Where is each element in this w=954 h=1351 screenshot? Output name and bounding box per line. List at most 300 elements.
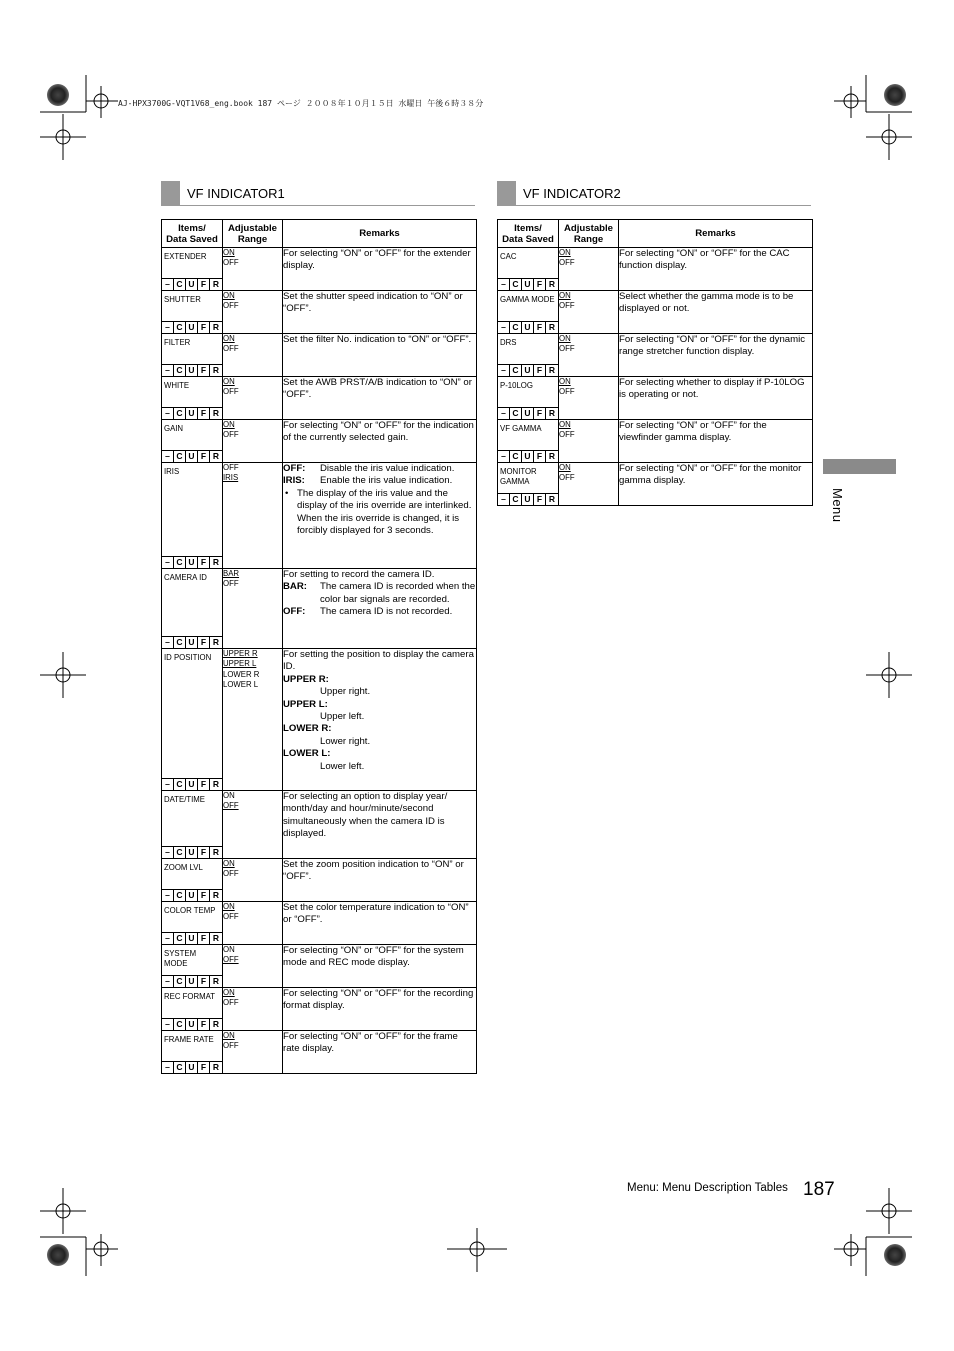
range-cell: [223, 248, 283, 291]
print-header: AJ-HPX3700G-VQT1V68_eng.book 187 ページ ２００８年１０月１５日 水曜日 午後６時３８分: [118, 99, 484, 108]
data-saved-flag: R: [212, 890, 220, 900]
section-title-text: VF INDICATOR2: [523, 185, 621, 201]
data-saved-flags: [162, 1018, 222, 1030]
item-name: GAMMA MODE: [500, 295, 555, 304]
item-cell: [162, 988, 223, 1031]
remarks-text: For selecting an option to display year/ month/day and hour/minute/second simultaneously when the camera ID is displayed.: [283, 791, 448, 840]
remarks-cell: [283, 420, 477, 463]
data-saved-flag: U: [522, 408, 534, 419]
data-saved-flag: R: [212, 933, 220, 943]
data-saved-flag: U: [186, 408, 198, 419]
data-saved-flag: R: [212, 779, 220, 789]
item-cell: [498, 248, 559, 291]
data-saved-flag: C: [174, 637, 186, 648]
data-saved-flag: R: [212, 322, 220, 332]
data-saved-flags: [162, 636, 222, 648]
remarks-cell: [283, 463, 477, 569]
table-row: [498, 463, 813, 506]
table-row: [498, 334, 813, 377]
definition-value: The camera ID is not recorded.: [320, 606, 453, 618]
definition-value: Lower right.: [320, 735, 371, 747]
remarks-text: For selecting “ON” or “OFF” for the frame rate display.: [283, 1031, 458, 1055]
range-option: LOWER L: [223, 680, 259, 690]
remarks-definition: [283, 699, 476, 724]
item-cell: [162, 334, 223, 377]
item-cell: [162, 420, 223, 463]
data-saved-flag: U: [186, 847, 198, 858]
range-cell: [559, 420, 619, 463]
data-saved-flag: C: [510, 365, 522, 376]
data-saved-flags: [498, 407, 558, 419]
range-option: LOWER R: [223, 669, 260, 679]
page-number: 187: [803, 1179, 835, 1200]
data-saved-flags: [498, 321, 558, 333]
data-saved-flag: –: [162, 1019, 174, 1030]
data-saved-flag: C: [174, 976, 186, 987]
data-saved-flag: F: [198, 847, 210, 858]
range-cell: [223, 334, 283, 377]
column-header-remarks: Remarks: [619, 220, 813, 248]
table-row: [162, 463, 477, 569]
range-option: OFF: [223, 301, 239, 311]
footer-section-label: Menu: Menu Description Tables: [627, 1182, 788, 1194]
data-saved-flags: [162, 778, 222, 790]
item-name: SHUTTER: [164, 295, 201, 304]
remarks-cell: [283, 291, 477, 334]
remarks-cell: [283, 649, 477, 791]
remarks-cell: [619, 420, 813, 463]
data-saved-flag: –: [498, 451, 510, 462]
data-saved-flag: R: [212, 976, 220, 986]
range-cell: [223, 420, 283, 463]
data-saved-flag: C: [510, 322, 522, 333]
section-title-bar: [497, 181, 516, 205]
data-saved-flag: C: [510, 279, 522, 290]
remarks-text: For setting to record the camera ID.: [283, 569, 435, 580]
remarks-cell: [283, 377, 477, 420]
data-saved-flag: C: [174, 933, 186, 944]
range-option: OFF: [223, 579, 239, 589]
remarks-cell: [283, 902, 477, 945]
remarks-text: For selecting “ON” or “OFF” for the recording format display.: [283, 988, 474, 1012]
data-saved-flag: C: [174, 1062, 186, 1073]
remarks-cell: [283, 945, 477, 988]
column-header-items: Items/ Data Saved: [498, 220, 559, 248]
data-saved-flag: U: [186, 322, 198, 333]
range-option: UPPER L: [223, 659, 257, 669]
data-saved-flags: [498, 278, 558, 290]
item-name: GAIN: [164, 424, 184, 433]
data-saved-flag: R: [548, 494, 556, 504]
bullet-dot-icon: •: [285, 487, 289, 499]
range-option: IRIS: [223, 473, 239, 483]
table-row: [162, 1031, 477, 1074]
range-cell: [559, 248, 619, 291]
remarks-text: Set the shutter speed indication to “ON” or “OFF”.: [283, 291, 463, 315]
data-saved-flag: R: [548, 365, 556, 375]
data-saved-flags: [162, 450, 222, 462]
item-cell: [162, 945, 223, 988]
column-header-items: Items/ Data Saved: [162, 220, 223, 248]
data-saved-flag: C: [174, 890, 186, 901]
range-cell: [559, 463, 619, 506]
data-saved-flag: C: [174, 365, 186, 376]
data-saved-flag: U: [522, 279, 534, 290]
data-saved-flag: R: [212, 1019, 220, 1029]
remarks-definition: [283, 606, 476, 618]
range-option: OFF: [223, 869, 239, 879]
data-saved-flags: [162, 975, 222, 987]
data-saved-flag: C: [174, 451, 186, 462]
section-title-bar: [161, 181, 180, 205]
data-saved-flag: F: [198, 1019, 210, 1030]
vf-indicator2-table: [497, 219, 813, 506]
range-option: OFF: [223, 258, 239, 268]
item-cell: [498, 420, 559, 463]
data-saved-flag: F: [198, 779, 210, 790]
range-cell: [223, 791, 283, 859]
item-name: EXTENDER: [164, 252, 207, 261]
item-cell: [162, 291, 223, 334]
data-saved-flag: R: [212, 365, 220, 375]
item-name: ZOOM LVL: [164, 863, 203, 872]
range-cell: [223, 902, 283, 945]
remarks-text: For setting the position to display the camera ID.: [283, 649, 474, 673]
remarks-cell: [283, 248, 477, 291]
data-saved-flags: [162, 846, 222, 858]
data-saved-flag: F: [198, 637, 210, 648]
data-saved-flag: U: [186, 451, 198, 462]
range-option: ON: [223, 291, 235, 300]
remarks-text: For selecting “ON” or “OFF” for the viewfinder gamma display.: [619, 420, 767, 444]
item-name: SYSTEM MODE: [164, 949, 197, 968]
item-name: DRS: [500, 338, 517, 347]
section-title-text: VF INDICATOR1: [187, 185, 285, 201]
data-saved-flag: F: [198, 408, 210, 419]
remarks-text: Set the color temperature indication to “ON” or “OFF”.: [283, 902, 469, 926]
table-row: [162, 569, 477, 649]
table-row: [162, 377, 477, 420]
definition-value: Lower left.: [320, 760, 365, 772]
remarks-text: For selecting “ON” or “OFF” for the system mode and REC mode display.: [283, 945, 464, 969]
data-saved-flag: R: [212, 557, 220, 567]
remarks-bullet: [283, 488, 476, 538]
range-option: OFF: [559, 344, 575, 354]
table-row: [498, 377, 813, 420]
range-cell: [223, 945, 283, 988]
range-option: ON: [223, 334, 235, 343]
data-saved-flag: F: [198, 1062, 210, 1073]
range-option: ON: [559, 463, 571, 472]
definition-key: BAR:: [283, 581, 307, 593]
range-option: UPPER R: [223, 649, 258, 658]
data-saved-flag: U: [186, 890, 198, 901]
data-saved-flags: [162, 556, 222, 568]
data-saved-flag: U: [186, 1062, 198, 1073]
item-name: WHITE: [164, 381, 190, 390]
table-row: [498, 248, 813, 291]
remarks-text: For selecting “ON” or “OFF” for the extender display.: [283, 248, 471, 272]
data-saved-flag: –: [162, 365, 174, 376]
table-row: [162, 945, 477, 988]
item-cell: [162, 377, 223, 420]
table-row: [498, 420, 813, 463]
data-saved-flag: C: [174, 408, 186, 419]
data-saved-flags: [162, 932, 222, 944]
data-saved-flag: F: [534, 365, 546, 376]
table-row: [162, 291, 477, 334]
remarks-definition: [283, 674, 476, 699]
data-saved-flag: R: [212, 637, 220, 647]
remarks-text: Select whether the gamma mode is to be displayed or not.: [619, 291, 794, 315]
data-saved-flags: [162, 364, 222, 376]
definition-key: UPPER L:: [283, 698, 328, 710]
range-option: OFF: [223, 387, 239, 397]
table-row: [162, 988, 477, 1031]
side-tab-bar: [823, 459, 896, 474]
remarks-text: For selecting whether to display if P-10LOG is operating or not.: [619, 377, 805, 401]
vf-indicator1-table: [161, 219, 477, 1074]
data-saved-flag: –: [498, 322, 510, 333]
item-cell: [162, 649, 223, 791]
range-cell: [223, 988, 283, 1031]
data-saved-flag: –: [498, 408, 510, 419]
range-option: ON: [223, 1031, 235, 1040]
definition-key: UPPER R:: [283, 673, 329, 685]
remarks-text: Set the filter No. indication to “ON” or “OFF”.: [283, 334, 472, 345]
item-name: ID POSITION: [164, 653, 212, 662]
data-saved-flag: R: [212, 279, 220, 289]
range-option: ON: [223, 791, 235, 800]
range-cell: [559, 291, 619, 334]
remarks-cell: [283, 569, 477, 649]
data-saved-flag: U: [186, 976, 198, 987]
item-cell: [498, 463, 559, 506]
remarks-cell: [283, 334, 477, 377]
remarks-definition: [283, 581, 476, 606]
table-row: [498, 291, 813, 334]
data-saved-flag: R: [548, 451, 556, 461]
range-option: ON: [559, 334, 571, 343]
range-option: BAR: [223, 569, 240, 578]
data-saved-flag: –: [162, 933, 174, 944]
remarks-cell: [283, 859, 477, 902]
data-saved-flag: C: [510, 408, 522, 419]
data-saved-flag: F: [198, 365, 210, 376]
range-option: OFF: [559, 301, 575, 311]
data-saved-flag: R: [212, 847, 220, 857]
range-option: OFF: [559, 387, 575, 397]
data-saved-flag: R: [212, 1062, 220, 1072]
data-saved-flag: R: [548, 408, 556, 418]
remarks-text: For selecting “ON” or “OFF” for the indication of the currently selected gain.: [283, 420, 474, 444]
data-saved-flag: C: [174, 322, 186, 333]
remarks-text: For selecting “ON” or “OFF” for the CAC function display.: [619, 248, 790, 272]
remarks-cell: [619, 463, 813, 506]
range-option: OFF: [223, 801, 239, 811]
data-saved-flag: F: [198, 322, 210, 333]
data-saved-flag: U: [186, 779, 198, 790]
item-cell: [498, 291, 559, 334]
item-name: IRIS: [164, 467, 180, 476]
data-saved-flag: C: [174, 557, 186, 568]
data-saved-flags: [162, 407, 222, 419]
remarks-definition: [283, 723, 476, 748]
range-option: OFF: [223, 955, 239, 965]
data-saved-flag: R: [548, 279, 556, 289]
item-name: FRAME RATE: [164, 1035, 214, 1044]
section-title-vf-indicator2: [497, 181, 811, 206]
range-cell: [223, 569, 283, 649]
data-saved-flag: –: [162, 279, 174, 290]
range-option: OFF: [223, 998, 239, 1008]
range-option: ON: [223, 377, 235, 386]
data-saved-flag: U: [522, 365, 534, 376]
data-saved-flag: F: [534, 322, 546, 333]
data-saved-flags: [498, 493, 558, 505]
item-cell: [162, 902, 223, 945]
remarks-definition: [283, 463, 476, 475]
data-saved-flag: –: [498, 365, 510, 376]
range-option: ON: [223, 859, 235, 868]
table-row: [162, 791, 477, 859]
data-saved-flag: –: [162, 451, 174, 462]
data-saved-flag: –: [498, 494, 510, 505]
data-saved-flag: F: [198, 279, 210, 290]
data-saved-flag: –: [162, 890, 174, 901]
range-option: OFF: [559, 258, 575, 268]
data-saved-flag: F: [198, 557, 210, 568]
item-cell: [162, 463, 223, 569]
data-saved-flags: [498, 450, 558, 462]
range-option: ON: [559, 377, 571, 386]
item-name: COLOR TEMP: [164, 906, 216, 915]
table-row: [162, 420, 477, 463]
data-saved-flag: R: [212, 408, 220, 418]
range-option: ON: [559, 291, 571, 300]
data-saved-flag: –: [498, 279, 510, 290]
column-header-range: Adjustable Range: [559, 220, 619, 248]
data-saved-flag: U: [186, 557, 198, 568]
data-saved-flag: U: [186, 933, 198, 944]
data-saved-flag: F: [198, 933, 210, 944]
remarks-text: For selecting “ON” or “OFF” for the monitor gamma display.: [619, 463, 802, 487]
range-cell: [223, 463, 283, 569]
range-option: OFF: [223, 1041, 239, 1051]
data-saved-flag: C: [174, 279, 186, 290]
column-header-range: Adjustable Range: [223, 220, 283, 248]
data-saved-flags: [162, 278, 222, 290]
item-name: CAC: [500, 252, 517, 261]
item-cell: [162, 791, 223, 859]
definition-key: OFF:: [283, 463, 306, 474]
remarks-definition: [283, 475, 476, 487]
data-saved-flag: –: [162, 847, 174, 858]
range-cell: [223, 649, 283, 791]
table-row: [162, 859, 477, 902]
item-cell: [498, 334, 559, 377]
definition-key: LOWER R:: [283, 723, 332, 735]
data-saved-flag: F: [534, 451, 546, 462]
section-title-vf-indicator1: [161, 181, 475, 206]
remarks-cell: [283, 988, 477, 1031]
definition-key: LOWER L:: [283, 748, 331, 760]
side-tab-label: Menu: [830, 488, 845, 523]
data-saved-flag: U: [186, 1019, 198, 1030]
remarks-cell: [619, 334, 813, 377]
data-saved-flags: [498, 364, 558, 376]
bullet-text: The display of the iris value and the display of the iris override are interlinked. When the iris override is changed, it is forcibly displayed for 3 seconds.: [297, 487, 472, 537]
range-option: ON: [559, 420, 571, 429]
data-saved-flag: –: [162, 408, 174, 419]
range-option: OFF: [223, 463, 239, 472]
definition-value: Upper left.: [320, 711, 365, 723]
item-name: FILTER: [164, 338, 191, 347]
data-saved-flag: R: [548, 322, 556, 332]
range-cell: [223, 859, 283, 902]
data-saved-flag: F: [534, 408, 546, 419]
range-option: ON: [559, 248, 571, 257]
data-saved-flag: U: [522, 451, 534, 462]
range-option: ON: [223, 420, 235, 429]
data-saved-flags: [162, 889, 222, 901]
range-option: OFF: [559, 473, 575, 483]
remarks-definition: [283, 748, 476, 773]
item-cell: [498, 377, 559, 420]
data-saved-flag: –: [162, 779, 174, 790]
data-saved-flag: C: [174, 847, 186, 858]
table-row: [162, 649, 477, 791]
data-saved-flag: F: [198, 890, 210, 901]
data-saved-flag: –: [162, 637, 174, 648]
item-name: P-10LOG: [500, 381, 533, 390]
range-option: ON: [223, 945, 235, 954]
range-option: OFF: [223, 430, 239, 440]
item-name: MONITOR GAMMA: [500, 467, 537, 486]
table-row: [162, 902, 477, 945]
item-name: DATE/TIME: [164, 795, 206, 804]
definition-value: Disable the iris value indication.: [320, 463, 455, 474]
item-name: CAMERA ID: [164, 573, 207, 582]
data-saved-flag: C: [174, 1019, 186, 1030]
item-cell: [162, 859, 223, 902]
data-saved-flag: R: [212, 451, 220, 461]
range-option: OFF: [223, 912, 239, 922]
data-saved-flag: U: [522, 322, 534, 333]
range-option: OFF: [223, 344, 239, 354]
item-cell: [162, 248, 223, 291]
data-saved-flag: U: [522, 494, 534, 505]
data-saved-flag: F: [534, 494, 546, 505]
column-header-remarks: Remarks: [283, 220, 477, 248]
data-saved-flags: [162, 1061, 222, 1073]
definition-key: OFF:: [283, 606, 306, 618]
remarks-text: For selecting “ON” or “OFF” for the dynamic range stretcher function display.: [619, 334, 806, 358]
range-cell: [559, 334, 619, 377]
item-cell: [162, 569, 223, 649]
definition-value: Enable the iris value indication.: [320, 475, 453, 487]
remarks-cell: [619, 377, 813, 420]
data-saved-flag: C: [174, 779, 186, 790]
table-row: [162, 248, 477, 291]
data-saved-flag: –: [162, 976, 174, 987]
data-saved-flag: –: [162, 557, 174, 568]
range-option: ON: [223, 902, 235, 911]
data-saved-flag: –: [162, 1062, 174, 1073]
definition-value: The camera ID is recorded when the color bar signals are recorded.: [320, 581, 476, 605]
table-row: [162, 334, 477, 377]
range-cell: [223, 291, 283, 334]
